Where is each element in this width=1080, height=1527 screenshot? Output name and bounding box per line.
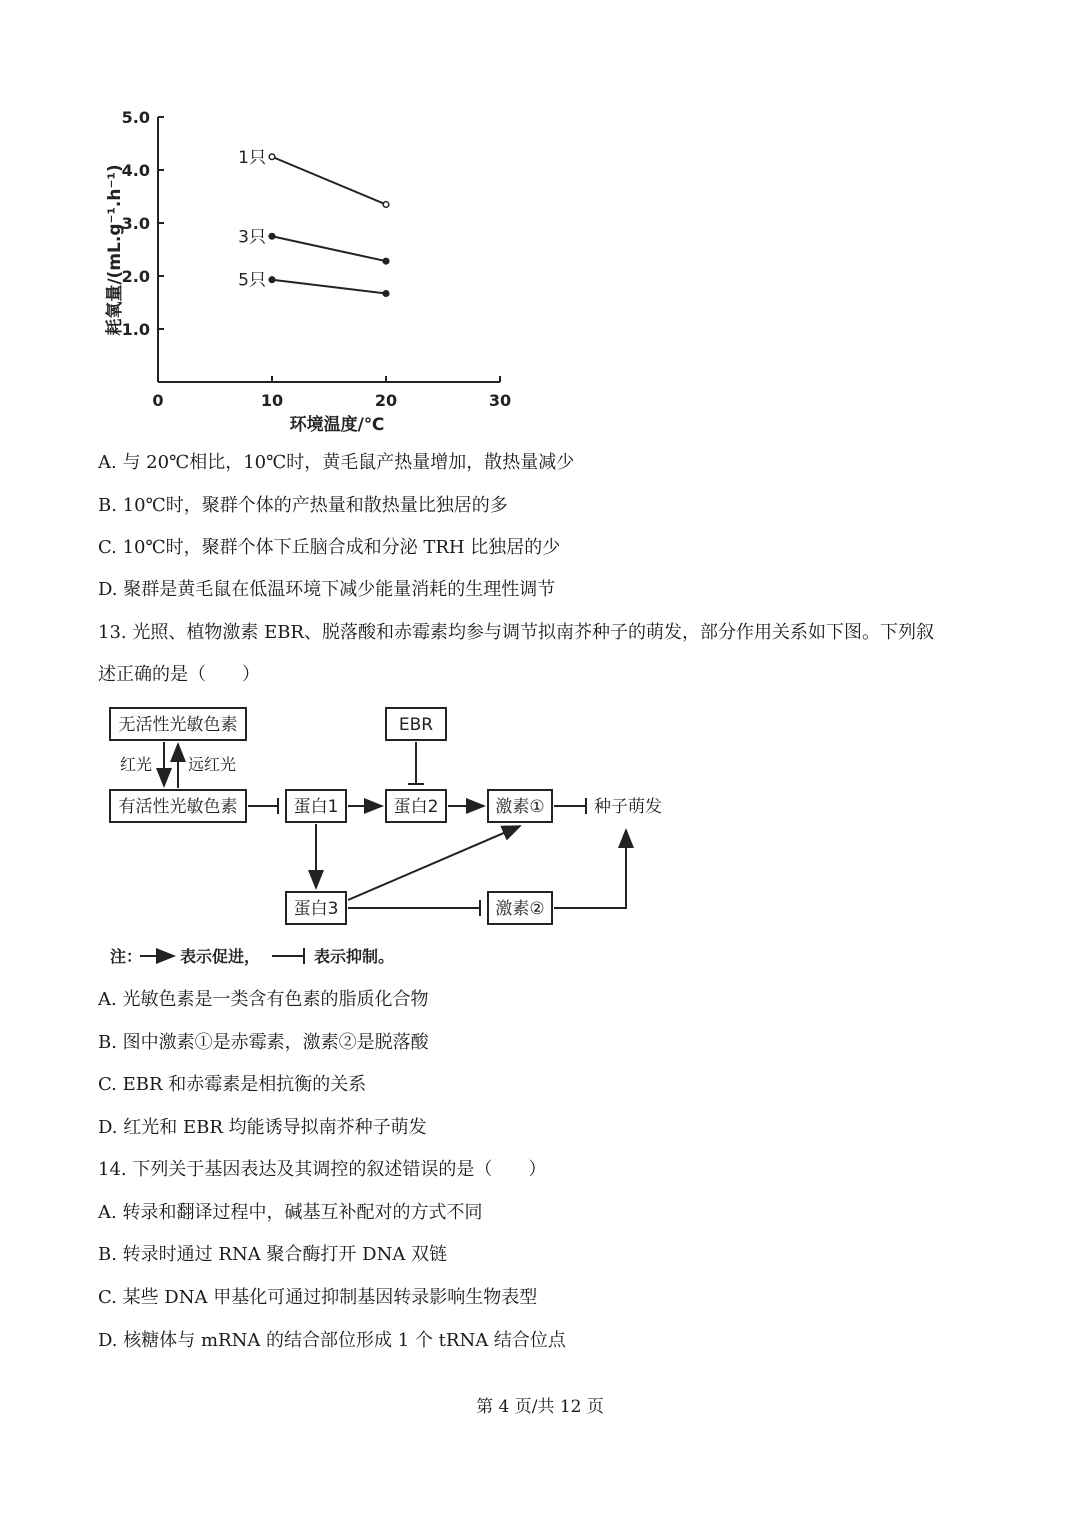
series-label: 3只 [238,227,266,248]
series-line [272,236,386,261]
x-tick-label: 20 [374,391,398,410]
q13-option-c: C. EBR 和赤霉素是相抗衡的关系 [98,1074,367,1095]
q13-option-a: A. 光敏色素是一类含有色素的脂质化合物 [98,989,429,1010]
hormone1-label: 激素① [495,797,545,817]
x-tick-label: 0 [152,391,164,410]
protein3-label: 蛋白3 [293,899,339,919]
chart-ticks [122,108,511,410]
q13-option-b: B. 图中激素①是赤霉素，激素②是脱落酸 [98,1032,429,1053]
q14-stem: 14. 下列关于基因表达及其调控的叙述错误的是（ ） [98,1159,547,1180]
x-tick-label: 10 [260,391,284,410]
q12-option-d: D. 聚群是黄毛鼠在低温环境下减少能量消耗的生理性调节 [98,579,556,600]
series-label: 1只 [238,147,266,168]
active-phytochrome-label: 有活性光敏色素 [118,797,238,817]
note-prefix: 注： [110,947,143,966]
note-inhibit: 表示抑制。 [314,947,395,966]
series-point [383,202,389,208]
ebr-label: EBR [398,715,434,735]
promote-hormone2-germination [554,830,626,908]
series-point [269,233,275,239]
q14-option-b: B. 转录时通过 RNA 聚合酶打开 DNA 双链 [98,1244,448,1265]
y-tick-label: 2.0 [121,267,150,286]
q14-option-a: A. 转录和翻译过程中，碱基互补配对的方式不同 [98,1202,483,1223]
q14-option-c: C. 某些 DNA 甲基化可通过抑制基因转录影响生物表型 [98,1287,538,1308]
q13-option-d: D. 红光和 EBR 均能诱导拟南芥种子萌发 [98,1117,427,1138]
regulation-diagram [100,700,700,980]
series-point [383,291,389,297]
red-light-label: 红光 [120,755,153,774]
series-point [383,258,389,264]
series-label: 5只 [238,270,266,291]
note-promote: 表示促进， [180,947,261,966]
q14-option-d: D. 核糖体与 mRNA 的结合部位形成 1 个 tRNA 结合位点 [98,1330,566,1351]
germination-label: 种子萌发 [594,797,662,817]
y-tick-label: 5.0 [121,108,150,127]
inactive-phytochrome-label: 无活性光敏色素 [118,715,238,735]
page-footer: 第 4 页/共 12 页 [476,1397,604,1417]
q12-option-c: C. 10℃时，聚群个体下丘脑合成和分泌 TRH 比独居的少 [98,537,561,558]
series-line [272,157,386,205]
q13-stem-line2: 述正确的是（ ） [98,664,260,685]
protein1-label: 蛋白1 [293,797,339,817]
series-point [269,154,275,160]
y-tick-label: 4.0 [121,161,150,180]
far-red-label: 远红光 [188,755,237,774]
series-line [272,280,386,294]
oxygen-consumption-chart [90,100,530,440]
q13-stem-line1: 13. 光照、植物激素 EBR、脱落酸和赤霉素均参与调节拟南芥种子的萌发，部分作用关系如下图。下列叙 [98,622,934,643]
chart-series [238,148,389,297]
hormone2-label: 激素② [495,899,545,919]
y-tick-label: 1.0 [121,320,150,339]
chart-xlabel: 环境温度/℃ [289,415,385,435]
q12-option-b: B. 10℃时，聚群个体的产热量和散热量比独居的多 [98,495,508,516]
series-point [269,277,275,283]
protein2-label: 蛋白2 [393,797,439,817]
promote-protein3-hormone1 [348,826,520,900]
y-tick-label: 3.0 [121,214,150,233]
q12-option-a: A. 与 20℃相比，10℃时，黄毛鼠产热量增加，散热量减少 [98,452,575,473]
x-tick-label: 30 [488,391,512,410]
chart-ylabel: 耗氧量/(mL.g⁻¹.h⁻¹) [105,164,125,336]
